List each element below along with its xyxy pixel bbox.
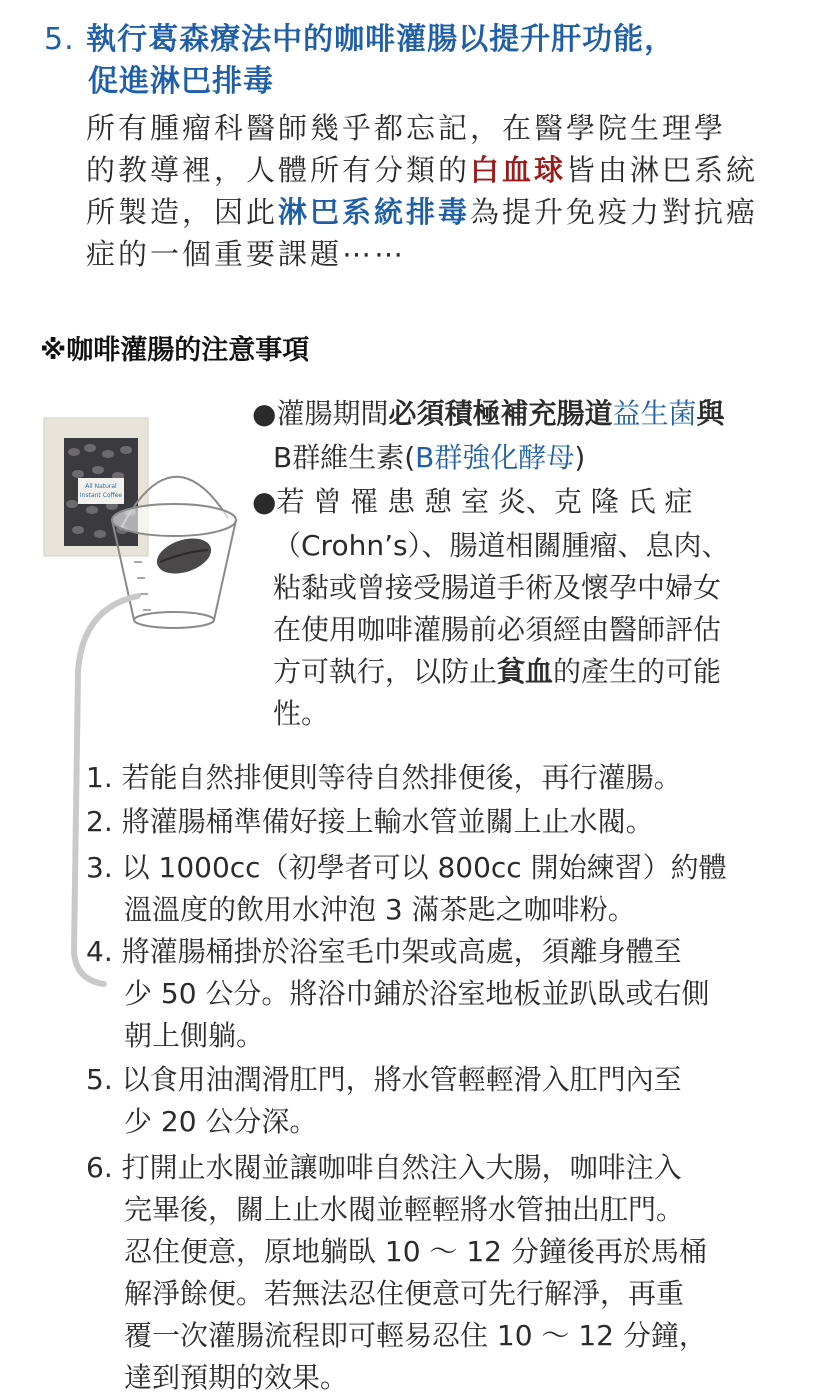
caution-2-line-5	[273, 650, 721, 690]
step-6-line-2: 完畢後，關上止水閥並輕輕將水管抽出肛門。	[124, 1193, 685, 1226]
lymph-detox-highlight: 淋巴系統排毒	[278, 195, 471, 229]
coffee-bean-icon	[152, 532, 215, 580]
caution-text: 若 曾 罹 患 憩 室 炎、克 隆 氏 症	[276, 485, 693, 518]
caution-2-line-1	[252, 480, 693, 520]
white-blood-cell-highlight: 白血球	[470, 153, 567, 187]
intro-line-3	[86, 190, 758, 231]
step-3-line-1: 3. 以 1000cc（初學者可以 800cc 開始練習）約體	[86, 851, 727, 884]
step-6-line-6: 達到預期的效果。	[124, 1361, 349, 1394]
caution-2-line-6: 性。	[273, 697, 330, 730]
caution-text: 方可執行，以防止	[273, 655, 498, 688]
step-5-line-2: 少 20 公分深。	[124, 1105, 318, 1138]
section-heading-text: 執行葛森療法中的咖啡灌腸以提升肝功能，	[86, 22, 676, 57]
intro-text: 所製造，因此	[86, 195, 279, 229]
step-5-line-1: 5. 以食用油潤滑肛門，將水管輕輕滑入肛門內至	[86, 1063, 682, 1096]
step-4-line-1: 4. 將灌腸桶掛於浴室毛巾架或高處，須離身體至	[86, 935, 682, 968]
bullet-icon: ●	[252, 397, 277, 430]
step-6-line-5: 覆一次灌腸流程即可輕易忍住 10 ～ 12 分鐘，	[124, 1319, 707, 1352]
intro-text: 為提升免疫力對抗癌	[470, 195, 759, 229]
intro-line-2	[86, 148, 758, 189]
step-6-line-1: 6. 打開止水閥並讓咖啡自然注入大腸，咖啡注入	[86, 1151, 682, 1184]
caution-text: )	[574, 441, 586, 474]
intro-text: 皆由淋巴系統	[566, 153, 759, 187]
section-number: 5.	[44, 22, 75, 57]
intro-line-4: 症的一個重要課題⋯⋯	[86, 237, 407, 271]
coffee-packet-icon	[44, 418, 148, 556]
caution-text: 灌腸期間	[276, 397, 389, 430]
bucket-scale-icon	[134, 562, 151, 610]
step-6-line-4: 解淨餘便。若無法忍住便意可先行解淨，再重	[124, 1277, 685, 1310]
caution-bold: 必須積極補充腸道	[388, 397, 613, 430]
step-4-line-2: 少 50 公分。將浴巾鋪於浴室地板並趴臥或右側	[124, 977, 710, 1010]
notes-title: ※咖啡灌腸的注意事項	[40, 335, 310, 366]
caution-2-line-3: 粘黏或曾接受腸道手術及懷孕中婦女	[273, 571, 722, 604]
caution-2-line-2: （Crohn’s）、腸道相關腫瘤、息肉、	[273, 529, 730, 562]
step-6-line-3: 忍住便意，原地躺臥 10 ～ 12 分鐘後再於馬桶	[124, 1235, 707, 1268]
section-heading-line2: 促進淋巴排毒	[88, 64, 274, 99]
caution-text: B群維生素(	[273, 441, 416, 474]
bullet-icon: ●	[252, 485, 277, 518]
step-1-line-1: 1. 若能自然排便則等待自然排便後，再行灌腸。	[86, 761, 682, 794]
probiotics-highlight: 益生菌	[612, 397, 697, 430]
caution-1-line-1	[252, 392, 725, 432]
caution-bold: 與	[696, 397, 725, 430]
step-2-line-1: 2. 將灌腸桶準備好接上輸水管並關上止水閥。	[86, 805, 654, 838]
step-4-line-3: 朝上側躺。	[124, 1019, 265, 1052]
intro-text: 的教導裡，人體所有分類的	[86, 153, 471, 187]
caution-2-line-4: 在使用咖啡灌腸前必須經由醫師評估	[273, 613, 722, 646]
svg-text:Instant Coffee: Instant Coffee	[79, 492, 123, 499]
yeast-highlight: B群強化酵母	[415, 441, 575, 474]
svg-text:All Natural: All Natural	[85, 483, 117, 490]
caution-text: 的產生的可能	[553, 655, 722, 688]
caution-1-line-2	[273, 436, 585, 476]
anemia-highlight: 貧血	[497, 655, 554, 688]
intro-line-1: 所有腫瘤科醫師幾乎都忘記，在醫學院生理學	[86, 111, 727, 145]
section-heading-line1	[44, 14, 675, 58]
step-3-line-2: 溫溫度的飲用水沖泡 3 滿茶匙之咖啡粉。	[124, 893, 636, 926]
